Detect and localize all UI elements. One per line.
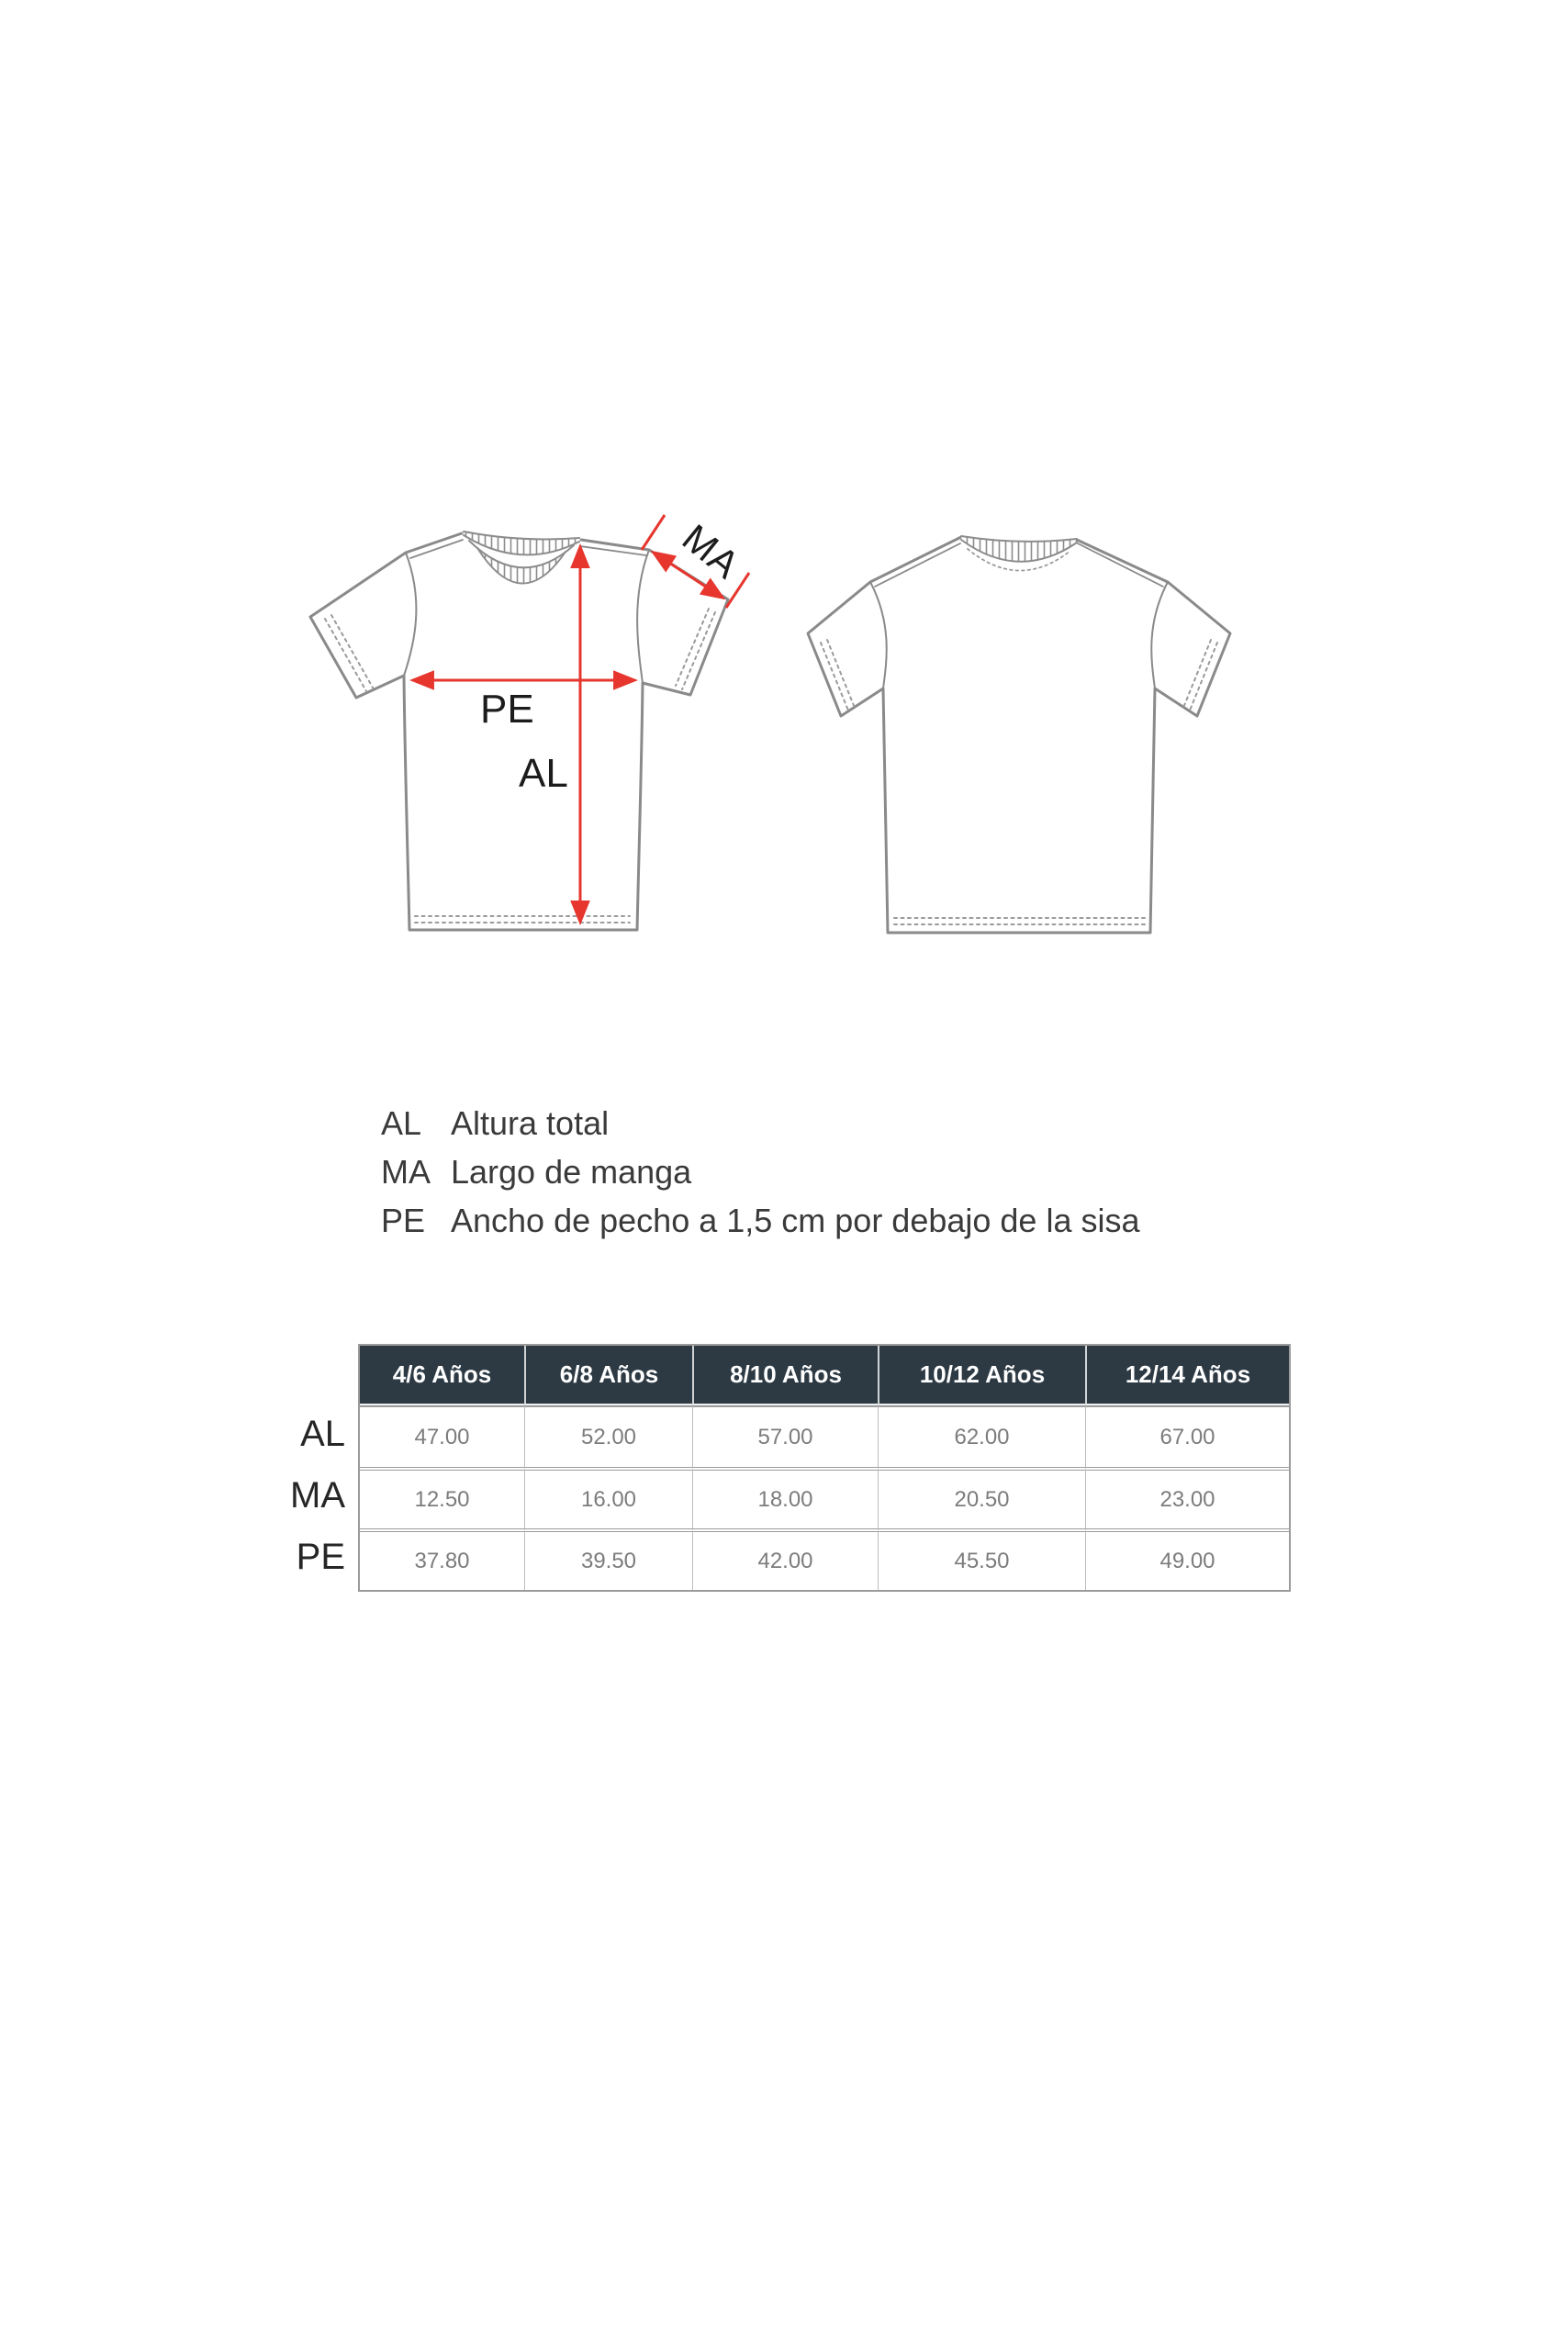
legend-abbr: PE <box>381 1202 426 1239</box>
size-table-cell: 42.00 <box>692 1528 878 1590</box>
size-table-header-cell: 4/6 Años <box>360 1346 524 1405</box>
back-tshirt-drawing <box>808 536 1230 933</box>
size-table-cell: 62.00 <box>878 1405 1085 1467</box>
legend-description: Altura total <box>451 1104 610 1142</box>
legend-description: Largo de manga <box>451 1153 692 1191</box>
legend-item <box>381 1099 1140 1147</box>
size-table-cell: 37.80 <box>360 1528 524 1590</box>
diagram-label-ma: MA <box>674 515 748 588</box>
size-table-header-cell: 10/12 Años <box>878 1346 1085 1405</box>
size-table-cell: 49.00 <box>1085 1528 1289 1590</box>
legend-description: Ancho de pecho a 1,5 cm por debajo de la sisa <box>451 1202 1140 1239</box>
size-table-row-labels <box>278 1344 358 1588</box>
size-table-header-cell: 6/8 Años <box>524 1346 692 1405</box>
size-table-area <box>278 1344 1291 1592</box>
size-table-cell: 67.00 <box>1085 1405 1289 1467</box>
size-table-row-label: AL <box>300 1414 345 1454</box>
size-table-cell: 12.50 <box>360 1467 524 1528</box>
size-table-cell: 18.00 <box>692 1467 878 1528</box>
legend-item <box>381 1196 1140 1245</box>
legend-item <box>381 1147 1140 1196</box>
size-table-cell: 16.00 <box>524 1467 692 1528</box>
size-table-row-label: MA <box>290 1475 345 1516</box>
size-table-header-cell: 12/14 Años <box>1085 1346 1289 1405</box>
size-table-header-cell: 8/10 Años <box>692 1346 878 1405</box>
legend-abbr: MA <box>381 1153 431 1191</box>
legend-abbr: AL <box>381 1104 422 1142</box>
measurement-legend <box>381 1099 1140 1245</box>
row-label-spacer <box>278 1344 345 1404</box>
size-table-cell: 23.00 <box>1085 1467 1289 1528</box>
size-table-cell: 39.50 <box>524 1528 692 1590</box>
diagram-label-pe: PE <box>480 687 534 732</box>
size-table-row-label: PE <box>296 1537 345 1577</box>
size-table-cell: 57.00 <box>692 1405 878 1467</box>
diagram-label-al: AL <box>519 751 568 796</box>
size-table-cell: 47.00 <box>360 1405 524 1467</box>
size-table-cell: 45.50 <box>878 1528 1085 1590</box>
size-table-cell: 20.50 <box>878 1467 1085 1528</box>
size-table-cell: 52.00 <box>524 1405 692 1467</box>
size-table <box>358 1344 1291 1592</box>
